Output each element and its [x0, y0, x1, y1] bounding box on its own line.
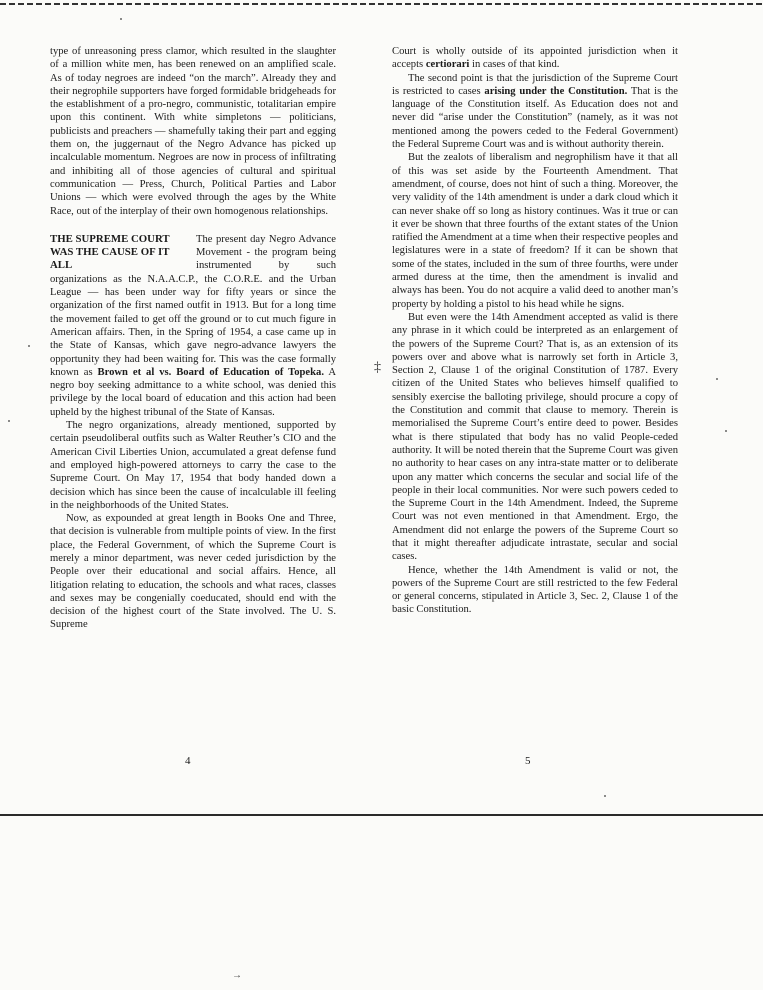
scan-speck-icon: [716, 378, 718, 380]
right-paragraph-5: Hence, whether the 14th Amendment is valid or not, the powers of the Supreme Court are still restricted to the few Federal or general concerns, stipulated in Article 3, Sec. 2, Clause 1 of the basic Constitution.: [392, 564, 678, 616]
right-paragraph-2-text-b: That is the language of the Constitution itself. As Education does not and never did “arise under the Constitution” (namely, as it was not mentioned among the powers ceded to the Federal Government) the Federal Supreme Court was and is without authority therein.: [392, 85, 679, 151]
scan-speck-icon: [28, 345, 30, 347]
scan-mark-icon: →: [232, 970, 242, 981]
case-name: Brown et al vs. Board of Education of Topeka.: [97, 366, 324, 378]
right-paragraph-3: But the zealots of liberalism and negrophilism have it that all of this was set aside by the Fourteenth Amendment. That amendment, of course, does not hint of such a thing. Moreover, the very validity of the 14th amendment is under a dark cloud which it can never shake off so long as history continues. Was it true or can it ever be shown that three fourths of the extant states of the Union ratified the Amendment at a time when their respective peoples and legislatures were in a state of freedom? If it can be shown that some of the states, included in the sum of three fourths, were under armed duress at the time, then the amendment is invalid and always has been. You do not acquire a valid deed to another man’s property by holding a pistol to his head while he signs.: [392, 152, 678, 310]
scan-speck-icon: [725, 430, 727, 432]
top-edge-rule: [0, 3, 763, 5]
scan-speck-icon: [604, 795, 606, 797]
section-heading: THE SUPREME COURT WAS THE CAUSE OF IT ALL: [50, 232, 170, 272]
right-paragraph-2-text-a: The second point is that the jurisdiction of the Supreme Court is restricted to cases: [392, 72, 678, 97]
right-page-column: [392, 45, 678, 617]
paragraph-2-text-a: The present day Negro Advance Movement - the program being instrumented by such organizations as the N.A.A.C.P., the C.O.R.E. and the Urban League — has been under way for fifty years or since the organization of the first named outfit in 1913. But for a long time the movement failed to get off the ground or to cut much figure in American affairs. Then, in the Spring of 1954, a case came up in the State of Kansas, which gave negro-advance lawyers the opportunity they had been waiting for. This was the case formally known as: [50, 233, 336, 378]
left-page-number: 4: [185, 755, 191, 767]
scan-speck-icon: [8, 420, 10, 422]
right-page-number: 5: [525, 755, 531, 767]
section-block: [50, 233, 336, 419]
right-paragraph-4: But even were the 14th Amendment accepted as valid is there any phrase in it which could be interpreted as an enlargement of the powers of the Supreme Court? That is, as an extension of its powers over and above what is narrowly set forth in Article 3, Section 2, Clause 1 of the original Constitution of 1787. Every citizen of the United States who believes himself qualified to sensibly exercise the balloting privilege, should procure a copy of the Constitution and commit that clause to memory. Therein is memorialised the Supreme Court’s entire deed to power. Besides what is there stipulated that body has no valid People-ceded authority. It will be noted therein that the Supreme Court was given no authority to hear cases on any intra-state matter or to deliberate upon any matter which concerns the secular and social life of the people in their local communities. Nor were such powers ceded to the Supreme Court in the 14th Amendment. Indeed, the Supreme Court was not even mentioned in that Amendment. Ergo, the Amendment did not enlarge the powers of the Supreme Court so that it might thereafter adjudicate intrastate, secular and social cases.: [392, 311, 678, 563]
certiorari-term: certiorari: [425, 59, 470, 71]
left-paragraph-4: Now, as expounded at great length in Books One and Three, that decision is vulnerable from multiple points of view. In the first place, the Federal Government, of which the Supreme Court is merely a minor department, was never ceded jurisdiction by the People over their educational and social affairs. Hence, all litigation relating to education, the schools and what races, classes and sexes may be congenially coeducated, should end with the decision of the highest court of the State involved. The U. S. Supreme: [50, 513, 336, 631]
scan-speck-icon: [120, 18, 122, 20]
left-paragraph-3: The negro organizations, already mentioned, supported by certain pseudoliberal outfits such as Walter Reuther’s CIO and the American Civil Liberties Union, accumulated a great defense fund and employed high-powered attorneys to carry the case to the Supreme Court. On May 17, 1954 that body handed down a decision which has since been the cause of incalculable ill feeling in the neighborhoods of the United States.: [50, 420, 336, 511]
left-page-column: [50, 45, 336, 632]
paragraph-2-text-b: A negro boy seeking admittance to a white school, was denied this privilege by the local board of education and this action had been upheld by the highest tribunal of the State of Kansas.: [50, 366, 336, 418]
left-paragraph-1: type of unreasoning press clamor, which resulted in the slaughter of a million white men, has been renewed on an amplified scale. As of today negroes are indeed “on the march”. Already they and their negrophile supporters have forged formidable bridgeheads for the establishment of a pro-negro, communistic, totalitarian empire upon this continent. With white simpletons — politicians, publicists and preachers — shamefully taking their part and egging them on, the juggernaut of the Negro Advance has picked up incalculable momentum. Negroes are now in process of infiltrating and inhibiting all of those agencies of cultural and spiritual communication — Press, Church, Political Parties and Labor Unions — which were evolved through the ages by the White Race, out of the interplay of their own homogenous relationships.: [50, 46, 336, 217]
bottom-edge-rule: [0, 814, 763, 816]
right-paragraph-1: [392, 45, 678, 72]
binding-mark-icon: ‡: [374, 360, 381, 375]
arising-under-phrase: arising under the Constitution.: [484, 85, 628, 97]
right-paragraph-1-text-a: Court is wholly outside of its appointed jurisdiction when it accepts: [392, 46, 678, 71]
right-paragraph-2: [392, 72, 678, 152]
right-paragraph-1-text-b: in cases of that kind.: [472, 59, 560, 71]
